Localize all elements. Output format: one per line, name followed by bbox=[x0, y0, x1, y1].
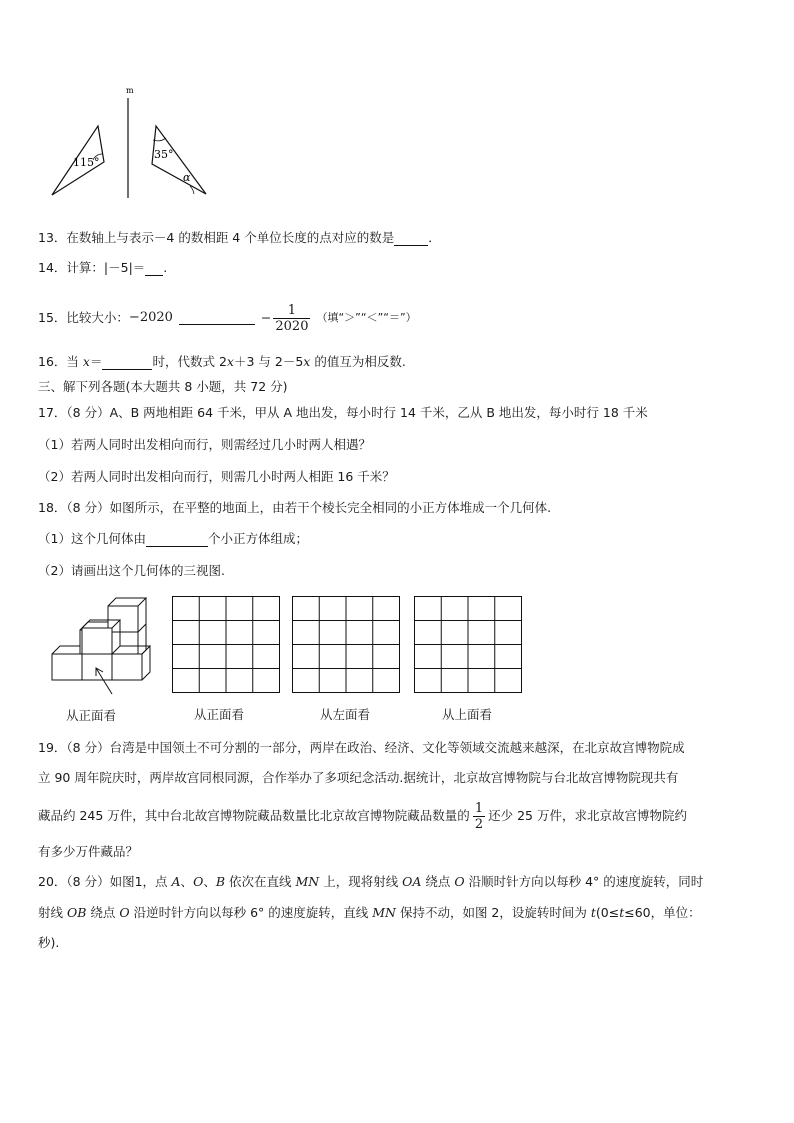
q16-var: x bbox=[82, 354, 90, 369]
q20-point-a: A bbox=[171, 874, 181, 889]
triangles-figure bbox=[40, 84, 220, 204]
q18-answer-blank[interactable] bbox=[146, 533, 208, 547]
q15-text: 比较大小： bbox=[66, 310, 129, 325]
q13-text-end: ． bbox=[428, 230, 441, 245]
q20-point-o-3: O bbox=[119, 905, 130, 920]
q18-sub1 bbox=[38, 531, 308, 547]
q15-number: 15． bbox=[38, 310, 67, 325]
q15-hint: （填“＞”“＜”“＝”） bbox=[316, 311, 417, 324]
q20-l2-e: (0≤ bbox=[595, 905, 620, 920]
cube-solid-figure bbox=[46, 596, 156, 706]
cap-front-view: 从正面看 bbox=[194, 707, 245, 722]
q20-l2-b: 绕点 bbox=[86, 905, 120, 920]
q19-line3 bbox=[38, 796, 687, 836]
cap-solid-front: 从正面看 bbox=[66, 708, 117, 723]
q18-sub1-text-a: （1）这个几何体由 bbox=[38, 531, 146, 546]
q20-l1-e: 沿顺时针方向以每秒 4° 的速度旋转，同时 bbox=[464, 874, 704, 889]
q19-fraction bbox=[473, 801, 485, 832]
question-14 bbox=[38, 260, 167, 276]
q14-text: 计算：|－5|＝ bbox=[66, 260, 146, 275]
q19-line3-text-a: 藏品约 245 万件，其中台北故宫博物院藏品数量比北京故宫博物院藏品数量的 bbox=[38, 808, 470, 823]
q20-var-t: t bbox=[590, 905, 596, 920]
angle-alpha-label: α bbox=[183, 171, 191, 184]
q15-fraction bbox=[273, 303, 310, 334]
q14-number: 14． bbox=[38, 260, 67, 275]
section-3-title: 三、解下列各题(本大题共 8 小题，共 72 分) bbox=[38, 379, 288, 394]
q20-l2-c: 沿逆时针方向以每秒 6° 的速度旋转，直线 bbox=[129, 905, 373, 920]
question-16 bbox=[38, 354, 406, 370]
q16-text-a: 当 bbox=[66, 354, 83, 369]
q16-var-2: x bbox=[226, 354, 234, 369]
q20-point-b: B bbox=[215, 874, 226, 889]
angle-115-label: 115° bbox=[73, 156, 100, 169]
q20-line2 bbox=[38, 905, 701, 921]
q19-line3-text-b: 还少 25 万件，求北京故宫博物院约 bbox=[488, 808, 687, 823]
q16-text-e: 的值互为相反数. bbox=[310, 354, 406, 369]
q16-var-3: x bbox=[303, 354, 311, 369]
grid-front-view[interactable] bbox=[172, 596, 282, 696]
q17-sub1: （1）若两人同时出发相向而行，则需经过几小时两人相遇？ bbox=[38, 437, 371, 452]
q20-line-mn: MN bbox=[295, 874, 320, 889]
q20-sep1: 、 bbox=[180, 874, 194, 889]
q18-stem: 18．（8 分）如图所示，在平整的地面上，由若干个棱长完全相同的小正方体堆成一个几何体. bbox=[38, 500, 552, 515]
q20-var-t-2: t bbox=[619, 905, 625, 920]
q19-line2: 立 90 周年院庆时，两岸故宫同根同源，合作举办了多项纪念活动.据统计，北京故宫博物院与台北故宫博物院现共有 bbox=[38, 770, 679, 785]
q16-number: 16． bbox=[38, 354, 67, 369]
q15-frac-den: 2020 bbox=[275, 318, 309, 334]
q20-l2-d: 保持不动，如图 2，设旋转时间为 bbox=[395, 905, 591, 920]
q19-line1: 19．（8 分）台湾是中国领土不可分割的一部分，两岸在政治、经济、文化等领域交流越来越深，在北京故宫博物院成 bbox=[38, 740, 685, 755]
q16-answer-blank[interactable] bbox=[102, 356, 152, 370]
q17-sub2: （2）若两人同时出发相向而行，则需几小时两人相距 16 千米？ bbox=[38, 469, 395, 484]
q16-text-c: 时，代数式 2 bbox=[152, 354, 227, 369]
q19-frac-den: 2 bbox=[474, 816, 484, 832]
q16-text-b: ＝ bbox=[89, 354, 103, 369]
q20-sep2: 、 bbox=[203, 874, 216, 889]
q19-line4: 有多少万件藏品？ bbox=[38, 844, 139, 859]
q20-l2-a: 射线 bbox=[38, 905, 67, 920]
q15-left-value: −2020 bbox=[128, 310, 173, 325]
q13-answer-blank[interactable] bbox=[394, 232, 428, 246]
grid-left-view[interactable] bbox=[292, 596, 402, 696]
q20-l1-a: 20．（8 分）如图1，点 bbox=[38, 874, 172, 889]
q20-ray-oa: OA bbox=[402, 874, 422, 889]
question-13 bbox=[38, 230, 441, 246]
q15-minus: − bbox=[260, 310, 272, 325]
q19-frac-num: 1 bbox=[474, 800, 484, 816]
axis-m-label: m bbox=[126, 86, 134, 95]
q20-point-o: O bbox=[193, 874, 204, 889]
q15-answer-blank[interactable] bbox=[179, 311, 255, 325]
cap-left-view: 从左面看 bbox=[320, 707, 371, 722]
q20-line-mn-2: MN bbox=[372, 905, 396, 920]
angle-35-label: 35° bbox=[154, 148, 174, 161]
q17-stem: 17．（8 分）A、B 两地相距 64 千米，甲从 A 地出发，每小时行 14 千米，乙从 B 地出发，每小时行 18 千米 bbox=[38, 405, 648, 420]
q14-text-end: . bbox=[163, 260, 168, 275]
q20-l1-d: 绕点 bbox=[421, 874, 455, 889]
q16-text-d: ＋3 与 2－5 bbox=[233, 354, 304, 369]
q18-sub1-text-b: 个小正方体组成； bbox=[207, 531, 308, 546]
q20-l2-f: ≤60，单位： bbox=[624, 905, 701, 920]
q20-line3: 秒). bbox=[38, 935, 60, 950]
q13-number: 13． bbox=[38, 230, 67, 245]
cap-top-view: 从上面看 bbox=[442, 707, 493, 722]
q14-answer-blank[interactable] bbox=[145, 262, 163, 276]
q20-point-o-2: O bbox=[454, 874, 465, 889]
q20-ray-ob: OB bbox=[66, 905, 87, 920]
q20-line1 bbox=[38, 874, 703, 890]
q20-l1-c: 上，现将射线 bbox=[319, 874, 403, 889]
q18-sub2: （2）请画出这个几何体的三视图. bbox=[38, 563, 225, 578]
q20-l1-b: 依次在直线 bbox=[225, 874, 296, 889]
q13-text: 在数轴上与表示－4 的数相距 4 个单位长度的点对应的数是 bbox=[66, 230, 395, 245]
question-15 bbox=[38, 298, 417, 338]
q15-frac-num: 1 bbox=[287, 302, 297, 318]
grid-top-view[interactable] bbox=[414, 596, 524, 696]
